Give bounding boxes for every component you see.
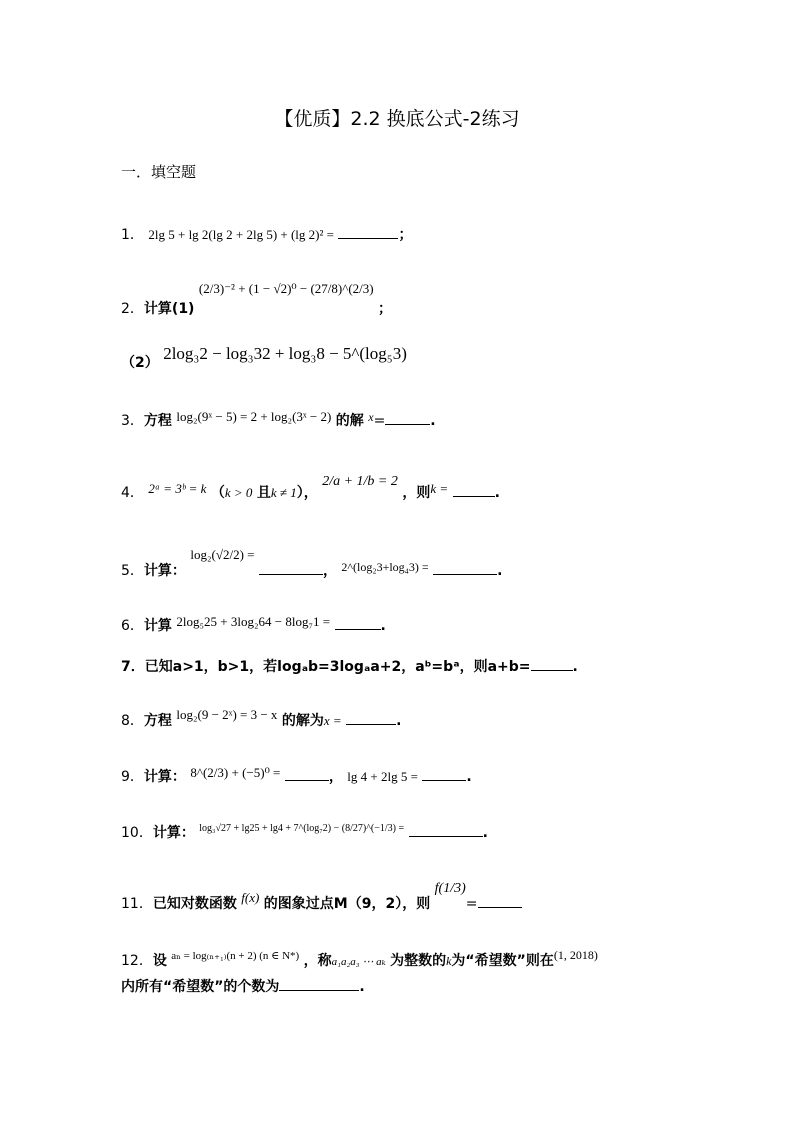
- question-text: ，称: [303, 953, 332, 969]
- punctuation: .: [494, 485, 500, 501]
- math-expression: 2log₃2 − log₃32 + log₃8 − 5^(log₅3): [163, 344, 407, 363]
- question-4: [121, 474, 500, 502]
- math-expression: lg 4 + 2lg 5 =: [347, 769, 418, 784]
- question-5: [121, 547, 503, 580]
- math-expression: log₂(9 − 2ˣ) = 3 − x: [176, 707, 278, 722]
- condition: k > 0: [224, 485, 253, 500]
- math-expression: 2ᵃ = 3ᵇ = k: [148, 481, 207, 496]
- question-number: 8．: [121, 713, 144, 729]
- question-number: 10．: [121, 825, 153, 841]
- variable: x =: [323, 713, 342, 728]
- question-3: 3．方程 log₂(9ˣ − 5) = 2 + log₂(3ˣ − 2) 的解 x= .: [121, 409, 436, 429]
- question-text: 的解: [335, 413, 364, 429]
- math-expression: (2/3)⁻² + (1 − √2)⁰ − (27/8)^(2/3): [198, 281, 374, 296]
- punctuation: ），: [296, 485, 318, 501]
- answer-blank[interactable]: [422, 768, 466, 781]
- punctuation: .: [497, 563, 503, 579]
- question-number: 12．: [121, 953, 153, 969]
- variable: k: [446, 954, 452, 968]
- equals-sign: =: [465, 896, 478, 912]
- question-6: [121, 615, 386, 635]
- math-expression: aₙ = log₍ₙ₊₁₎(n + 2) (n ∈ N*): [171, 950, 300, 962]
- punctuation: .: [572, 659, 578, 675]
- question-lead: 已知对数函数: [152, 896, 237, 912]
- question-number: 6．: [121, 618, 144, 634]
- question-lead: 计算：: [143, 769, 186, 785]
- question-number: 5．: [121, 563, 144, 579]
- math-expression: 2^(log₂3+log₄3) =: [341, 560, 429, 574]
- math-expression: log₃√27 + lg25 + lg4 + 7^(log₇2) − (8/27)^(−1/3) =: [199, 823, 405, 834]
- answer-blank[interactable]: [279, 978, 359, 991]
- question-10: [121, 822, 488, 842]
- answer-blank[interactable]: [338, 226, 398, 239]
- question-number: 11．: [121, 896, 153, 912]
- math-expression: 2log₅25 + 3log₂64 − 8log₇1 =: [176, 614, 331, 629]
- math-expression: log₂(√2/2) =: [190, 547, 255, 562]
- punctuation: ；: [378, 301, 393, 317]
- variable: x: [368, 410, 374, 424]
- question-text: 且: [256, 485, 271, 501]
- question-7: [121, 656, 578, 676]
- punctuation: （: [210, 485, 225, 501]
- question-lead: 方程: [143, 713, 172, 729]
- punctuation: .: [482, 825, 488, 841]
- answer-blank[interactable]: [259, 562, 323, 575]
- answer-blank[interactable]: [385, 412, 430, 425]
- math-expression: 2/a + 1/b = 2: [322, 474, 398, 489]
- question-number: 1．: [121, 227, 144, 243]
- punctuation: ，: [328, 769, 343, 785]
- question-number: 2．: [121, 301, 144, 317]
- math-expression: 2lg 5 + lg 2(lg 2 + 2lg 5) + (lg 2)² =: [148, 227, 334, 242]
- punctuation: .: [396, 713, 402, 729]
- punctuation: .: [380, 618, 386, 634]
- question-2-part-2: [121, 344, 407, 372]
- section-heading: 一．填空题: [121, 163, 197, 181]
- question-text: 7．已知a>1，b>1，若logₐb=3logₐa+2，aᵇ=bᵃ，则a+b=: [121, 659, 531, 675]
- question-lead: 计算(1): [143, 301, 195, 317]
- answer-blank[interactable]: [453, 484, 495, 497]
- question-lead: 设: [152, 953, 167, 969]
- answer-blank[interactable]: [478, 895, 522, 908]
- answer-blank[interactable]: [409, 824, 483, 837]
- math-expression: log₂(9ˣ − 5) = 2 + log₂(3ˣ − 2): [176, 409, 332, 424]
- question-1: [121, 224, 412, 244]
- math-expression: f(1/3): [434, 881, 466, 896]
- answer-blank[interactable]: [531, 658, 573, 671]
- answer-blank[interactable]: [433, 562, 497, 575]
- math-expression: a₁a₂a₃ ⋯ aₖ: [331, 956, 386, 968]
- question-text: 为“希望数”则在: [451, 953, 554, 969]
- question-text: 的解为: [281, 713, 324, 729]
- punctuation: ；: [398, 227, 413, 243]
- question-lead: 计算：: [143, 563, 186, 579]
- punctuation: ，: [322, 563, 337, 579]
- question-text: ，则: [402, 485, 431, 501]
- question-8: [121, 707, 402, 730]
- question-text: 的图象过点M（9，2），则: [263, 896, 431, 912]
- question-lead: 方程: [143, 413, 172, 429]
- answer-blank[interactable]: [346, 712, 396, 725]
- answer-blank[interactable]: [335, 617, 381, 630]
- question-text: 为整数的: [390, 953, 447, 969]
- variable: k =: [430, 481, 449, 496]
- punctuation: .: [466, 769, 472, 785]
- math-expression: 8^(2/3) + (−5)⁰ =: [190, 765, 281, 780]
- question-lead: 计算: [143, 618, 172, 634]
- question-12-line-2: [121, 976, 365, 996]
- question-12: [121, 950, 598, 970]
- question-number: 3．: [121, 413, 144, 429]
- question-2: [121, 281, 393, 318]
- question-11: [121, 881, 522, 913]
- question-9: [121, 766, 472, 786]
- question-text: 内所有“希望数”的个数为: [121, 979, 280, 995]
- math-expression: (1, 2018): [553, 948, 598, 962]
- question-number: 9．: [121, 769, 144, 785]
- math-expression: f(x): [241, 890, 260, 905]
- answer-blank[interactable]: [285, 768, 329, 781]
- question-number: 4．: [121, 485, 144, 501]
- punctuation: .: [430, 413, 436, 429]
- punctuation: .: [359, 979, 365, 995]
- condition: k ≠ 1: [270, 485, 297, 500]
- question-lead: （2）: [121, 355, 159, 371]
- page-title: 【优质】2.2 换底公式-2练习: [274, 108, 520, 130]
- question-lead: 计算：: [152, 825, 195, 841]
